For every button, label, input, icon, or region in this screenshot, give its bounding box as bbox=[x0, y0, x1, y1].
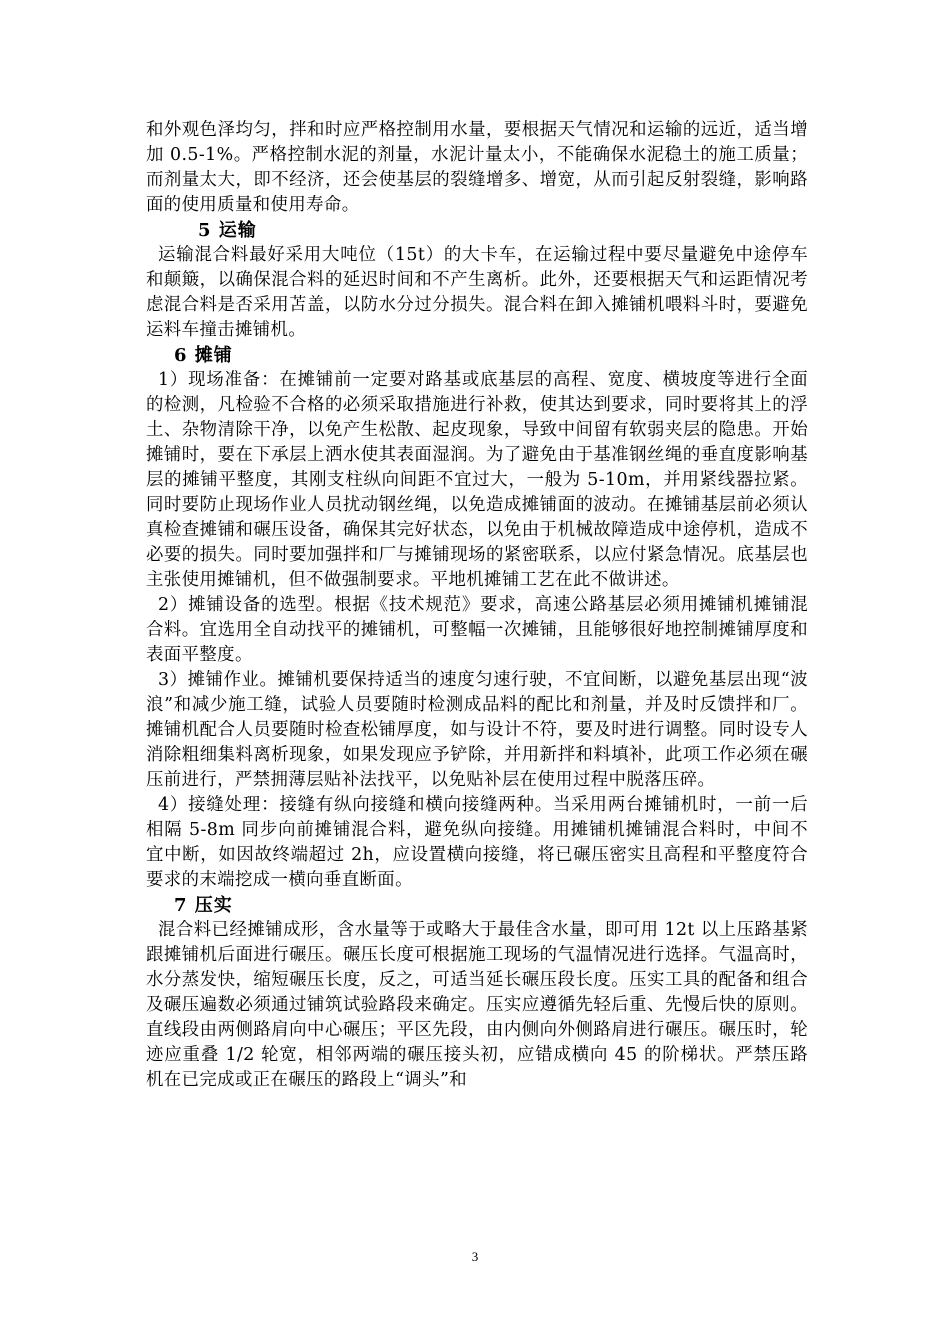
paragraph-paving-operation: 3）摊铺作业。摊铺机要保持适当的速度匀速行驶，不宜间断，以避免基层出现“波浪”和减少施工缝，试验人员要随时检测成品料的配比和剂量，并及时反馈拌和厂。摊铺机配合人员要随时检查松铺厚度，如与设计不符，要及时进行调整。同时设专人消除粗细集料离析现象，如果发现应予铲除，并用新拌和料填补，此项工作必须在碾压前进行，严禁拥薄层贴补法找平，以免贴补层在使用过程中脱落压碎。 bbox=[146, 670, 808, 790]
paragraph-mixing-continued: 和外观色泽均匀，拌和时应严格控制用水量，要根据天气情况和运输的远近，适当增加 0.5-1%。严格控制水泥的剂量，水泥计量太小，不能确保水泥稳土的施工质量；而剂量太大，即不经济，还会使基层的裂缝增多、增宽，从而引起反射裂缝，影响路面的使用质量和使用寿命。 bbox=[146, 120, 808, 215]
paragraph-transport: 运输混合料最好采用大吨位（15t）的大卡车，在运输过程中要尽量避免中途停车和颠簸，以确保混合料的延迟时间和不产生离析。此外，还要根据天气和运距情况考虑混合料是否采用苫盖，以防水分过分损失。混合料在卸入摊铺机喂料斗时，要避免运料车撞击摊铺机。 bbox=[146, 245, 808, 340]
heading-compaction: 7 压实 bbox=[174, 895, 233, 916]
paragraph-site-preparation: 1）现场准备：在摊铺前一定要对路基或底基层的高程、宽度、横坡度等进行全面的检测，凡检验不合格的必须采取措施进行补救，使其达到要求，同时要将其上的浮土、杂物清除干净，以免产生松散、起皮现象，导致中间留有软弱夹层的隐患。开始摊铺时，要在下承层上洒水使其表面湿润。为了避免由于基准钢丝绳的垂直度影响基层的摊铺平整度，其刚支柱纵向间距不宜过大，一般为 5-10m，并用紧线器拉紧。同时要防止现场作业人员扰动钢丝绳，以免造成摊铺面的波动。在摊铺基层前必须认真检查摊铺和碾压设备，确保其完好状态，以免由于机械故障造成中途停机，造成不必要的损失。同时要加强拌和厂与摊铺现场的紧密联系，以应付紧急情况。底基层也主张使用摊铺机，但不做强制要求。平地机摊铺工艺在此不做讲述。 bbox=[146, 370, 808, 590]
body-text bbox=[146, 118, 808, 1093]
paragraph-joint-treatment: 4）接缝处理：接缝有纵向接缝和横向接缝两种。当采用两台摊铺机时，一前一后相隔 5-8m 同步向前摊铺混合料，避免纵向接缝。用摊铺机摊铺混合料时，中间不宜中断，如因故终端超过 2h，应设置横向接缝，将已碾压密实且高程和平整度符合要求的末端挖成一横向垂直断面。 bbox=[146, 795, 808, 890]
paragraph-compaction: 混合料已经摊铺成形，含水量等于或略大于最佳含水量，即可用 12t 以上压路基紧跟摊铺机后面进行碾压。碾压长度可根据施工现场的气温情况进行选择。气温高时，水分蒸发快，缩短碾压长度，反之，可适当延长碾压段长度。压实工具的配备和组合及碾压遍数必须通过铺筑试验路段来确定。压实应遵循先轻后重、先慢后快的原则。直线段由两侧路肩向中心碾压；平区先段，由内侧向外侧路肩进行碾压。碾压时，轮迹应重叠 1/2 轮宽，相邻两端的碾压接头初，应错成横向 45 的阶梯状。严禁压路机在已完成或正在碾压的路段上“调头”和 bbox=[146, 920, 808, 1090]
heading-paving: 6 摊铺 bbox=[174, 345, 233, 366]
page-number: 3 bbox=[471, 1249, 479, 1264]
heading-transport: 5 运输 bbox=[198, 220, 257, 241]
paragraph-equipment-selection: 2）摊铺设备的选型。根据《技术规范》要求，高速公路基层必须用摊铺机摊铺混合料。宜选用全自动找平的摊铺机，可整幅一次摊铺，且能够很好地控制摊铺厚度和表面平整度。 bbox=[146, 595, 808, 665]
